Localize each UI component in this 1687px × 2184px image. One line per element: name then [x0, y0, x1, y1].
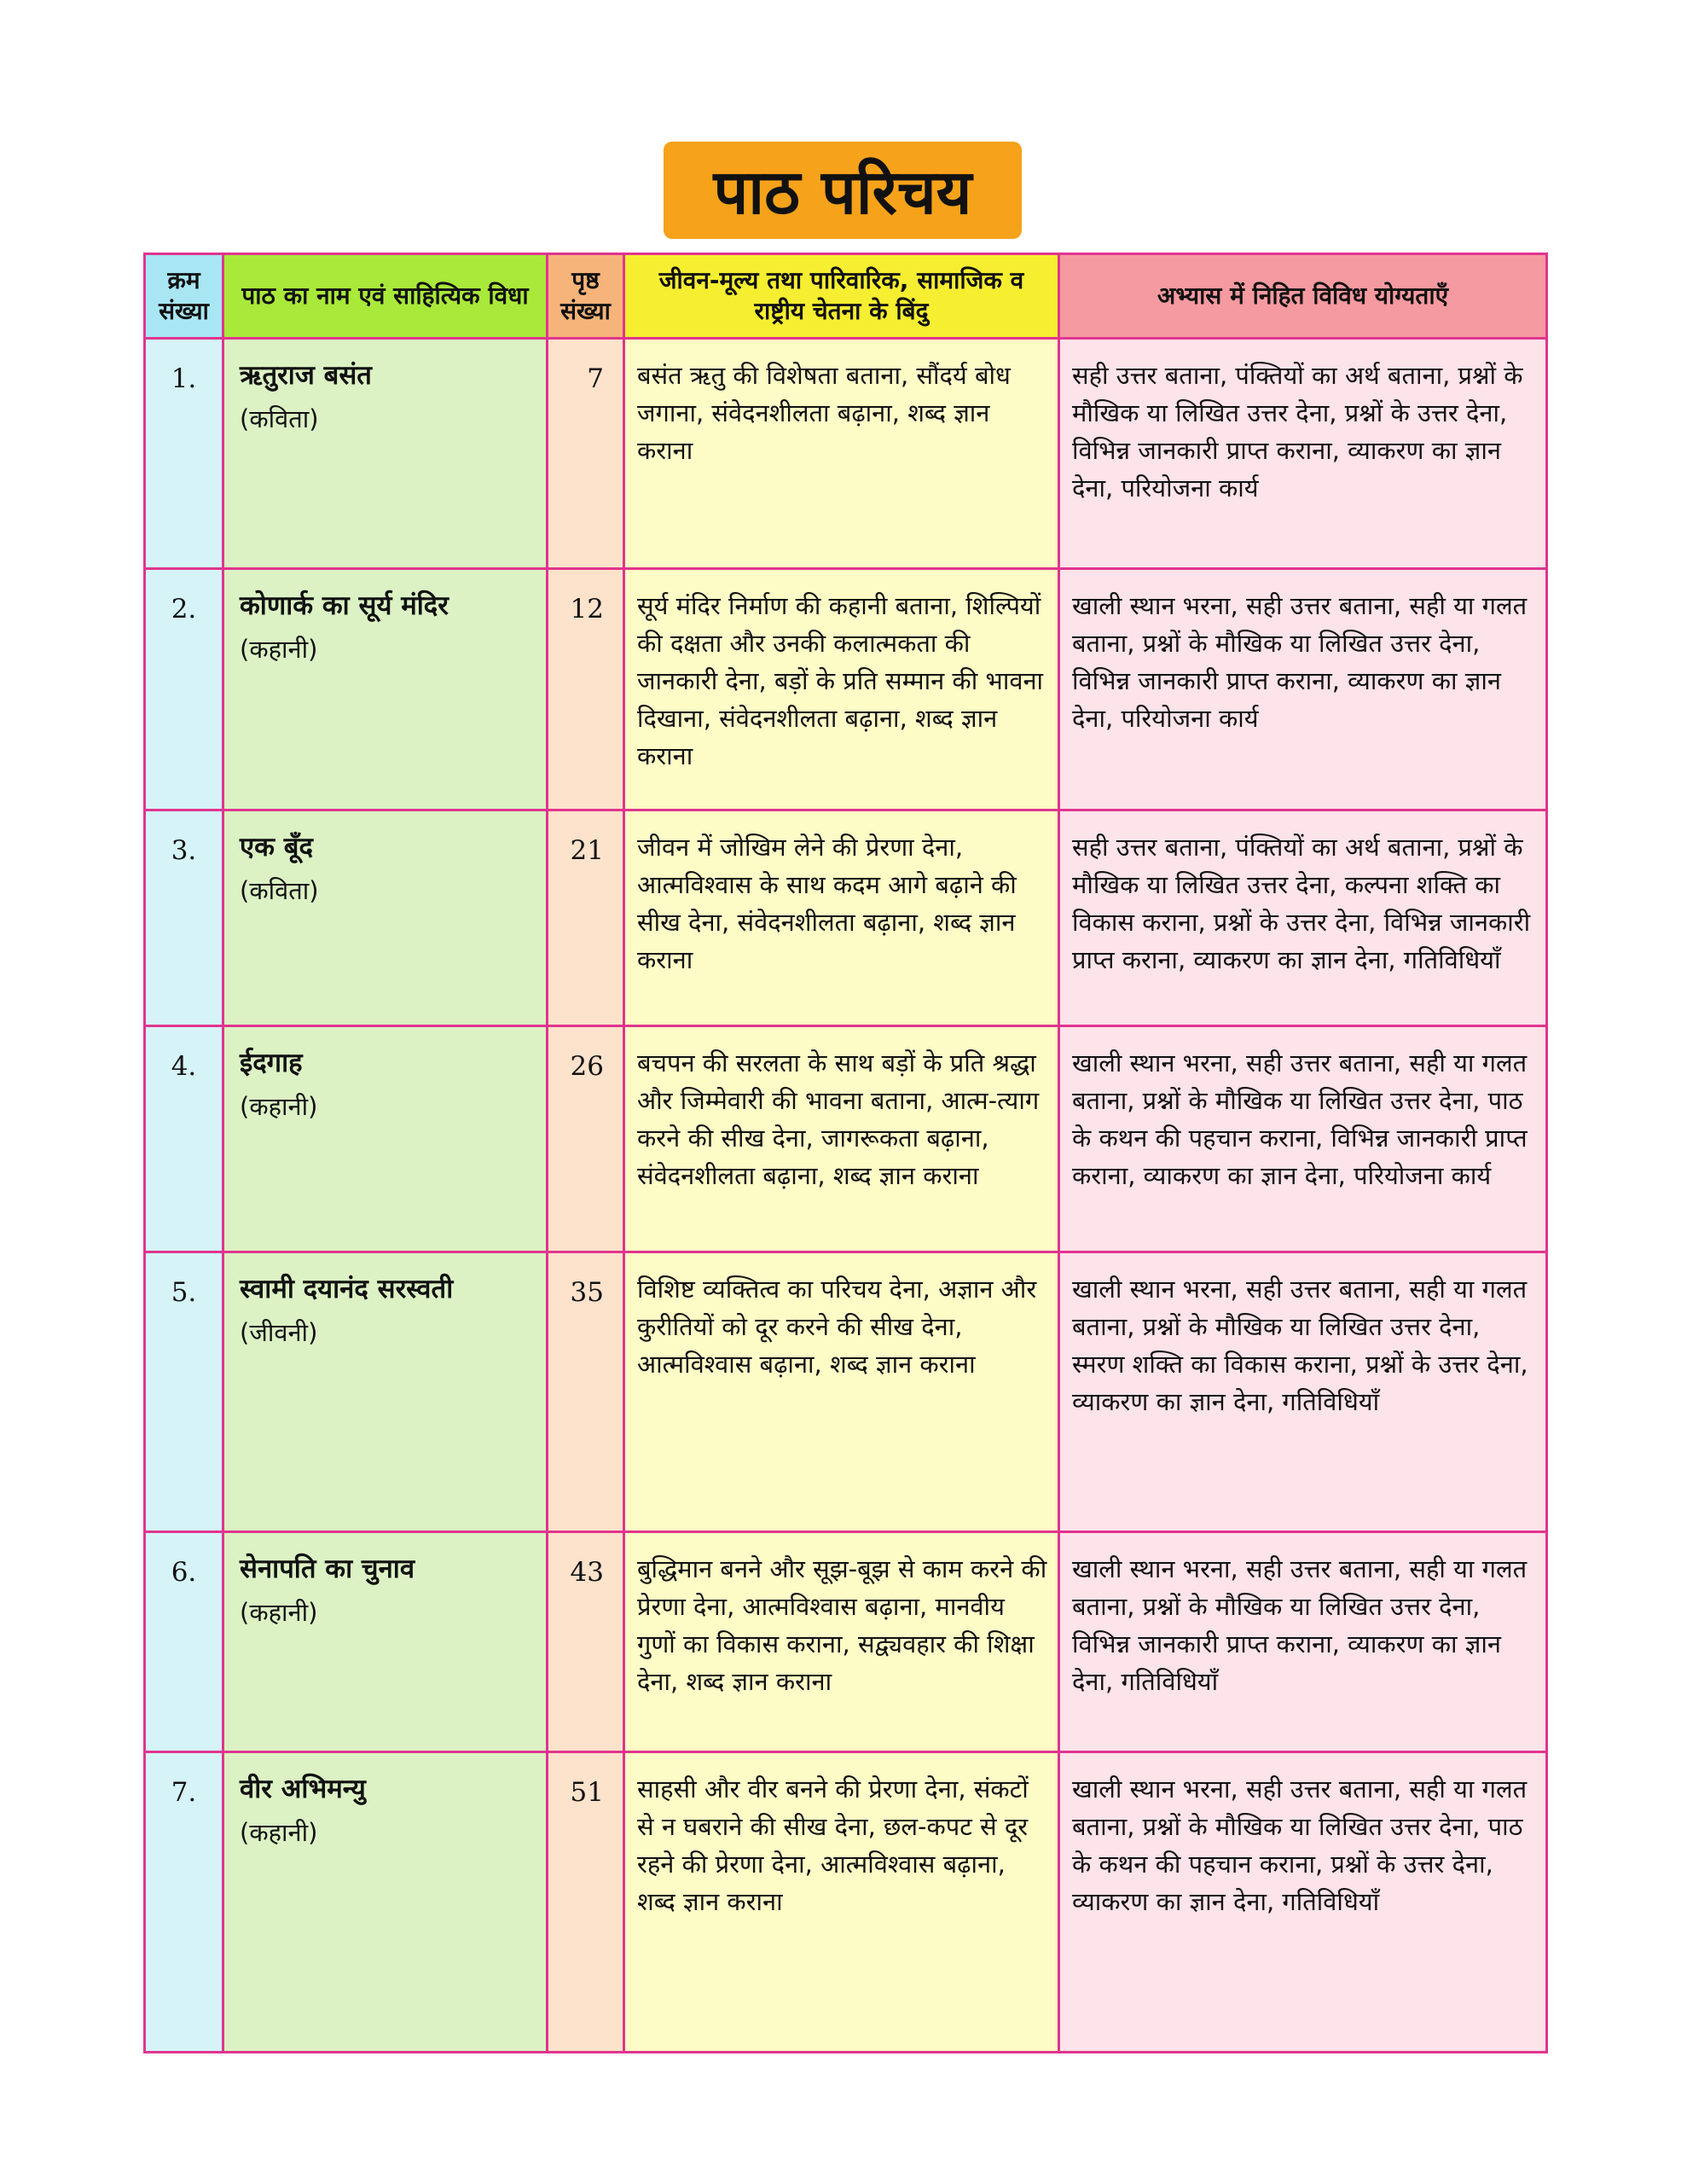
table-row	[145, 569, 1547, 810]
lesson-cell	[223, 1252, 548, 1532]
skills-text: खाली स्थान भरना, सही उत्तर बताना, सही या गलत बताना, प्रश्नों के मौखिक या लिखित उत्तर देना, पाठ के कथन की पहचान कराना, विभिन्न जानकारी प्राप्त कराना, व्याकरण का ज्ञान देना, परियोजना कार्य	[1059, 1026, 1547, 1252]
page-number: 12	[548, 569, 624, 810]
values-text: बुद्धिमान बनने और सूझ-बूझ से काम करने की प्रेरणा देना, आत्मविश्वास बढ़ाना, मानवीय गुणों का विकास कराना, सद्व्यवहार की शिक्षा देना, शब्द ज्ञान कराना	[624, 1532, 1059, 1752]
lesson-genre: (कहानी)	[240, 635, 318, 664]
page-number: 43	[548, 1532, 624, 1752]
lesson-name: एक बूँद	[240, 832, 313, 863]
lesson-name: सेनापति का चुनाव	[240, 1554, 415, 1584]
header-serial: क्रम संख्या	[145, 254, 223, 339]
page-number: 35	[548, 1252, 624, 1532]
skills-text: सही उत्तर बताना, पंक्तियों का अर्थ बताना, प्रश्नों के मौखिक या लिखित उत्तर देना, प्रश्नों के उत्तर देना, विभिन्न जानकारी प्राप्त कराना, व्याकरण का ज्ञान देना, परियोजना कार्य	[1059, 339, 1547, 569]
row-number: 2.	[145, 569, 223, 810]
row-number: 5.	[145, 1252, 223, 1532]
row-number: 4.	[145, 1026, 223, 1252]
table-row	[145, 339, 1547, 569]
row-number: 7.	[145, 1752, 223, 2053]
lesson-name: कोणार्क का सूर्य मंदिर	[240, 590, 449, 621]
lesson-cell	[223, 569, 548, 810]
lesson-cell	[223, 339, 548, 569]
page-number: 21	[548, 810, 624, 1026]
skills-text: सही उत्तर बताना, पंक्तियों का अर्थ बताना, प्रश्नों के मौखिक या लिखित उत्तर देना, कल्पना शक्ति का विकास कराना, प्रश्नों के उत्तर देना, विभिन्न जानकारी प्राप्त कराना, व्याकरण का ज्ञान देना, गतिविधियाँ	[1059, 810, 1547, 1026]
lesson-name: स्वामी दयानंद सरस्वती	[240, 1274, 454, 1304]
lesson-cell	[223, 1532, 548, 1752]
skills-text: खाली स्थान भरना, सही उत्तर बताना, सही या गलत बताना, प्रश्नों के मौखिक या लिखित उत्तर देना, स्मरण शक्ति का विकास कराना, प्रश्नों के उत्तर देना, व्याकरण का ज्ञान देना, गतिविधियाँ	[1059, 1252, 1547, 1532]
values-text: विशिष्ट व्यक्तित्व का परिचय देना, अज्ञान और कुरीतियों को दूर करने की सीख देना, आत्मविश्वास बढ़ाना, शब्द ज्ञान कराना	[624, 1252, 1059, 1532]
table-row	[145, 1252, 1547, 1532]
table-row	[145, 1026, 1547, 1252]
lesson-genre: (कहानी)	[240, 1598, 318, 1627]
row-number: 6.	[145, 1532, 223, 1752]
row-number: 1.	[145, 339, 223, 569]
lesson-genre: (कविता)	[240, 876, 319, 905]
lesson-name: वीर अभिमन्यु	[240, 1774, 366, 1804]
header-skills: अभ्यास में निहित विविध योग्यताएँ	[1059, 254, 1547, 339]
header-values: जीवन-मूल्य तथा पारिवारिक, सामाजिक व राष्ट्रीय चेतना के बिंदु	[624, 254, 1059, 339]
lesson-genre: (कहानी)	[240, 1818, 318, 1847]
values-text: जीवन में जोखिम लेने की प्रेरणा देना, आत्मविश्वास के साथ कदम आगे बढ़ाने की सीख देना, संवेदनशीलता बढ़ाना, शब्द ज्ञान कराना	[624, 810, 1059, 1026]
page-title: पाठ परिचय	[664, 142, 1022, 239]
page-number: 26	[548, 1026, 624, 1252]
table-row	[145, 810, 1547, 1026]
skills-text: खाली स्थान भरना, सही उत्तर बताना, सही या गलत बताना, प्रश्नों के मौखिक या लिखित उत्तर देना, पाठ के कथन की पहचान कराना, प्रश्नों के उत्तर देना, व्याकरण का ज्ञान देना, गतिविधियाँ	[1059, 1752, 1547, 2053]
page-number: 7	[548, 339, 624, 569]
skills-text: खाली स्थान भरना, सही उत्तर बताना, सही या गलत बताना, प्रश्नों के मौखिक या लिखित उत्तर देना, विभिन्न जानकारी प्राप्त कराना, व्याकरण का ज्ञान देना, गतिविधियाँ	[1059, 1532, 1547, 1752]
row-number: 3.	[145, 810, 223, 1026]
values-text: साहसी और वीर बनने की प्रेरणा देना, संकटों से न घबराने की सीख देना, छल-कपट से दूर रहने की प्रेरणा देना, आत्मविश्वास बढ़ाना, शब्द ज्ञान कराना	[624, 1752, 1059, 2053]
lesson-name: ईदगाह	[240, 1048, 303, 1078]
lesson-genre: (कहानी)	[240, 1092, 318, 1121]
lesson-genre: (जीवनी)	[240, 1318, 318, 1347]
lesson-table	[143, 253, 1548, 2053]
page-number: 51	[548, 1752, 624, 2053]
lesson-genre: (कविता)	[240, 404, 319, 433]
lesson-cell	[223, 1026, 548, 1252]
lesson-cell	[223, 1752, 548, 2053]
table-row	[145, 1532, 1547, 1752]
values-text: सूर्य मंदिर निर्माण की कहानी बताना, शिल्पियों की दक्षता और उनकी कलात्मकता की जानकारी देना, बड़ों के प्रति सम्मान की भावना दिखाना, संवेदनशीलता बढ़ाना, शब्द ज्ञान कराना	[624, 569, 1059, 810]
header-page-number: पृष्ठ संख्या	[548, 254, 624, 339]
lesson-cell	[223, 810, 548, 1026]
values-text: बसंत ऋतु की विशेषता बताना, सौंदर्य बोध जगाना, संवेदनशीलता बढ़ाना, शब्द ज्ञान कराना	[624, 339, 1059, 569]
skills-text: खाली स्थान भरना, सही उत्तर बताना, सही या गलत बताना, प्रश्नों के मौखिक या लिखित उत्तर देना, विभिन्न जानकारी प्राप्त कराना, व्याकरण का ज्ञान देना, परियोजना कार्य	[1059, 569, 1547, 810]
table-row	[145, 1752, 1547, 2053]
lesson-name: ऋतुराज बसंत	[240, 360, 372, 391]
table-header-row	[145, 254, 1547, 339]
header-lesson-name: पाठ का नाम एवं साहित्यिक विधा	[223, 254, 548, 339]
values-text: बचपन की सरलता के साथ बड़ों के प्रति श्रद्धा और जिम्मेवारी की भावना बताना, आत्म-त्याग करने की सीख देना, जागरूकता बढ़ाना, संवेदनशीलता बढ़ाना, शब्द ज्ञान कराना	[624, 1026, 1059, 1252]
